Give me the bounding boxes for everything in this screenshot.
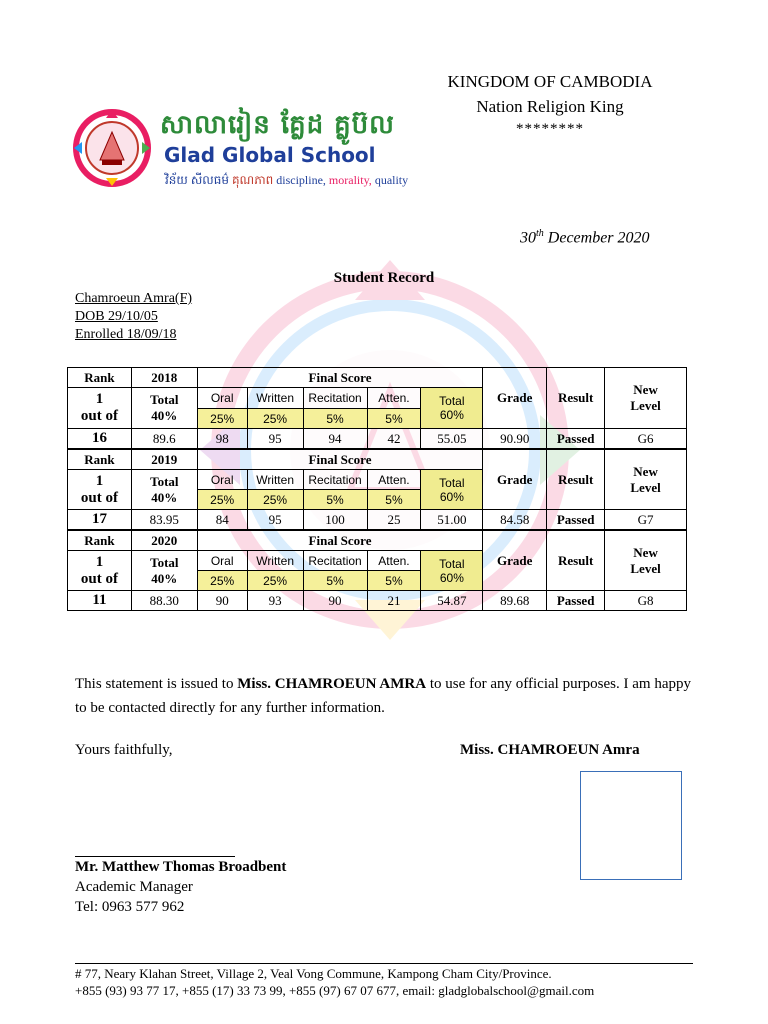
footer-contact: +855 (93) 93 77 17, +855 (17) 33 73 99, +855 (97) 67 07 677, email: gladglobalschool@gmail.com xyxy=(75,983,595,998)
grade-label: Grade xyxy=(483,449,547,510)
motto-discipline: discipline, xyxy=(276,173,326,187)
recitation-value: 94 xyxy=(303,429,367,450)
rank-one: 1 xyxy=(95,391,104,407)
pct25b-label: 25% xyxy=(247,490,303,510)
motto-khmer: វិន័យ សីលធម៌ xyxy=(165,173,229,187)
school-motto xyxy=(165,172,408,190)
rank-label: Rank xyxy=(68,368,132,388)
total-label: Total xyxy=(150,473,179,489)
written-label: Written xyxy=(247,470,303,490)
new-level-label xyxy=(605,530,687,591)
student-enrolled: Enrolled 18/09/18 xyxy=(75,327,177,342)
grade-value: 90.90 xyxy=(483,429,547,450)
statement-paragraph xyxy=(75,672,691,720)
final-score-label: Final Score xyxy=(197,530,483,551)
grade-label: Grade xyxy=(483,530,547,591)
recitation-label: Recitation xyxy=(303,470,367,490)
table-row xyxy=(68,510,687,531)
total60-value: 51.00 xyxy=(421,510,483,531)
document-date xyxy=(520,228,650,247)
pct60-label: 60% xyxy=(439,408,464,422)
rank-out-of: out of xyxy=(80,489,118,506)
rank-one: 1 xyxy=(95,472,104,489)
out-of-count: 11 xyxy=(68,591,132,611)
recitation-label: Recitation xyxy=(303,388,367,409)
year-cell: 2019 xyxy=(131,449,197,470)
written-value: 93 xyxy=(247,591,303,611)
result-label: Result xyxy=(547,368,605,429)
pct5a-label: 5% xyxy=(303,490,367,510)
total2-label: Total xyxy=(439,475,465,490)
kingdom-heading: KINGDOM OF CAMBODIA xyxy=(447,72,653,91)
pct5b-label: 5% xyxy=(367,409,421,429)
atten-label: Atten. xyxy=(367,388,421,409)
total40-label xyxy=(131,551,197,591)
pct25b-label: 25% xyxy=(247,571,303,591)
signature-line xyxy=(75,856,235,857)
oral-label: Oral xyxy=(197,470,247,490)
oral-value: 98 xyxy=(197,429,247,450)
result-value: Passed xyxy=(547,429,605,450)
table-row xyxy=(68,449,687,470)
final-score-label: Final Score xyxy=(197,368,483,388)
student-dob: DOB 29/10/05 xyxy=(75,309,158,324)
recitation-value: 100 xyxy=(303,510,367,531)
total40-value: 88.30 xyxy=(131,591,197,611)
new-level-label xyxy=(605,449,687,510)
atten-value: 25 xyxy=(367,510,421,531)
date-day: 30 xyxy=(520,229,536,247)
grade-value: 89.68 xyxy=(483,591,547,611)
new-label: New xyxy=(633,382,658,397)
written-value: 95 xyxy=(247,429,303,450)
level-label: Level xyxy=(630,479,661,495)
photo-placeholder xyxy=(580,771,682,880)
school-name-khmer: សាលារៀន គ្លែដ គ្លូប៊ល xyxy=(160,110,395,140)
total40-label xyxy=(131,470,197,510)
oral-value: 90 xyxy=(197,591,247,611)
new-level-label xyxy=(605,368,687,429)
pct5a-label: 5% xyxy=(303,571,367,591)
rank-out-of: out of xyxy=(80,570,118,587)
pct5a-label: 5% xyxy=(303,409,367,429)
footer-address: # 77, Neary Klahan Street, Village 2, Veal Vong Commune, Kampong Cham City/Province. xyxy=(75,966,552,981)
written-value: 95 xyxy=(247,510,303,531)
total60-label xyxy=(421,388,483,429)
table-row xyxy=(68,591,687,611)
motto-morality: morality, xyxy=(328,173,372,187)
school-name: Glad Global School xyxy=(164,143,376,167)
rank-position xyxy=(68,388,132,429)
rank-out-of: out of xyxy=(80,408,118,424)
recitation-value: 90 xyxy=(303,591,367,611)
date-suffix: th xyxy=(536,228,544,239)
manager-tel: Tel: 0963 577 962 xyxy=(75,899,185,915)
recitation-label: Recitation xyxy=(303,551,367,571)
total-label: Total xyxy=(150,554,179,570)
table-row xyxy=(68,429,687,450)
pct60-label: 60% xyxy=(439,489,464,504)
rank-label: Rank xyxy=(68,449,132,470)
grade-label: Grade xyxy=(483,368,547,429)
level-value: G7 xyxy=(605,510,687,531)
total40-value: 83.95 xyxy=(131,510,197,531)
stars-divider: ******** xyxy=(516,121,584,137)
rank-position xyxy=(68,551,132,591)
record-title: Student Record xyxy=(333,270,435,286)
manager-title: Academic Manager xyxy=(75,879,193,895)
pct5b-label: 5% xyxy=(367,490,421,510)
total40-label xyxy=(131,388,197,429)
result-value: Passed xyxy=(547,510,605,531)
pct40-label: 40% xyxy=(151,570,178,586)
pct25b-label: 25% xyxy=(247,409,303,429)
year-cell: 2018 xyxy=(131,368,197,388)
total-label: Total xyxy=(150,392,179,407)
new-label: New xyxy=(633,463,658,479)
rank-position xyxy=(68,470,132,510)
pct5b-label: 5% xyxy=(367,571,421,591)
oral-label: Oral xyxy=(197,551,247,571)
total60-value: 55.05 xyxy=(421,429,483,450)
atten-value: 21 xyxy=(367,591,421,611)
level-value: G8 xyxy=(605,591,687,611)
table-row xyxy=(68,368,687,388)
total40-value: 89.6 xyxy=(131,429,197,450)
pct60-label: 60% xyxy=(439,570,464,585)
written-label: Written xyxy=(247,551,303,571)
table-row xyxy=(68,530,687,551)
statement-post: to use for any official purposes. I am happy to be contacted directly for any further information. xyxy=(75,676,692,716)
total60-label xyxy=(421,470,483,510)
total60-label xyxy=(421,551,483,591)
level-value: G6 xyxy=(605,429,687,450)
result-label: Result xyxy=(547,530,605,591)
grade-value: 84.58 xyxy=(483,510,547,531)
rank-label: Rank xyxy=(68,530,132,551)
pct40-label: 40% xyxy=(151,489,178,505)
written-label: Written xyxy=(247,388,303,409)
pct40-label: 40% xyxy=(151,408,178,423)
out-of-count: 16 xyxy=(68,429,132,450)
nation-motto: Nation Religion King xyxy=(476,97,624,116)
school-logo-icon xyxy=(72,108,152,188)
level-label: Level xyxy=(630,398,661,413)
atten-value: 42 xyxy=(367,429,421,450)
total2-label: Total xyxy=(439,556,465,571)
atten-label: Atten. xyxy=(367,470,421,490)
out-of-count: 17 xyxy=(68,510,132,531)
closing-yours: Yours faithfully, xyxy=(75,742,173,758)
total2-label: Total xyxy=(439,394,465,408)
final-score-label: Final Score xyxy=(197,449,483,470)
rank-one: 1 xyxy=(95,553,104,570)
footer-divider xyxy=(75,963,693,964)
statement-name: Miss. CHAMROEUN AMRA xyxy=(237,676,427,692)
result-value: Passed xyxy=(547,591,605,611)
atten-label: Atten. xyxy=(367,551,421,571)
year-cell: 2020 xyxy=(131,530,197,551)
date-rest: December 2020 xyxy=(547,229,650,247)
pct25a-label: 25% xyxy=(197,490,247,510)
closing-signee: Miss. CHAMROEUN Amra xyxy=(460,742,640,758)
student-name: Chamroeun Amra(F) xyxy=(75,291,193,306)
statement-pre: This statement is issued to xyxy=(75,676,234,692)
manager-name: Mr. Matthew Thomas Broadbent xyxy=(75,859,287,875)
oral-label: Oral xyxy=(197,388,247,409)
motto-quality: quality xyxy=(374,173,409,187)
total60-value: 54.87 xyxy=(421,591,483,611)
new-label: New xyxy=(633,544,658,560)
pct25a-label: 25% xyxy=(197,409,247,429)
oral-value: 84 xyxy=(197,510,247,531)
level-label: Level xyxy=(630,560,661,576)
record-table xyxy=(67,367,687,611)
pct25a-label: 25% xyxy=(197,571,247,591)
motto-quality-khmer: គុណភាព xyxy=(231,173,274,187)
result-label: Result xyxy=(547,449,605,510)
